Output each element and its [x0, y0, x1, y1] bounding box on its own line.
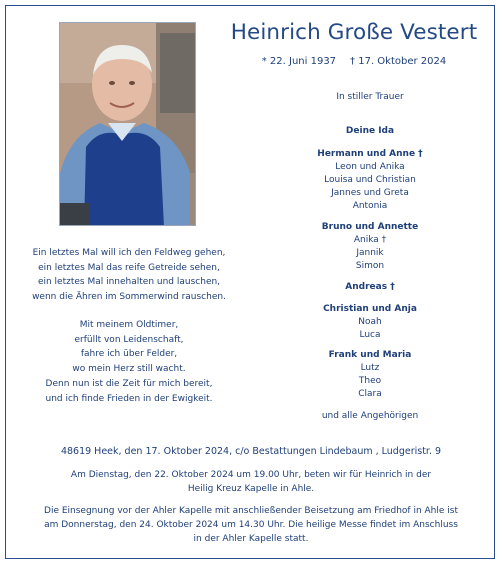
family-group [270, 148, 470, 213]
family-member: Jannes und Greta [331, 188, 409, 198]
poem-line: erfüllt von Leidenschaft, [74, 334, 184, 345]
family-group [270, 303, 470, 342]
poem-line: ein letztes Mal das reife Getreide sehen, [38, 262, 220, 273]
death-date: † 17. Oktober 2024 [350, 56, 447, 67]
family-member: Leon und Anika [335, 162, 405, 172]
family-head: Christian und Anja [323, 304, 417, 314]
service-line: in der Ahler Kapelle statt. [193, 534, 309, 544]
relatives-line: und alle Angehörigen [321, 411, 419, 421]
family-member: Clara [358, 389, 382, 399]
birth-date: * 22. Juni 1937 [261, 56, 337, 67]
poem-line: fahre ich über Felder, [80, 349, 178, 360]
poem-line: und ich finde Frieden in der Ewigkeit. [45, 393, 213, 404]
poem-line: Mit meinem Oldtimer, [79, 320, 179, 330]
deceased-name: Heinrich Große Vestert [230, 20, 478, 45]
family-head: Deine Ida [345, 126, 395, 136]
family-group [270, 221, 470, 273]
service-line: Die Einsegnung vor der Ahler Kapelle mit anschließender Beisetzung am Friedhof in Ahle ist [44, 506, 458, 516]
family-member: Simon [355, 261, 385, 271]
mourning-line: In stiller Trauer [336, 92, 404, 102]
family-head: Andreas † [345, 282, 395, 292]
family-member: Jannik [356, 248, 384, 258]
poem-line: Denn nun ist die Zeit für mich bereit, [45, 378, 213, 389]
prayer-line: Heilig Kreuz Kapelle in Ahle. [187, 484, 315, 494]
family-member: Louisa und Christian [324, 175, 416, 185]
poem-stanza [18, 246, 240, 305]
poem-stanza [18, 318, 240, 406]
family-head: Frank und Maria [328, 350, 412, 360]
address-line: 48619 Heek, den 17. Oktober 2024, c/o Bestattungen Lindebaum , Ludgeristr. 9 [60, 446, 442, 457]
service-line: am Donnerstag, den 24. Oktober 2024 um 14.30 Uhr. Die heilige Messe findet im Anschluss [44, 520, 458, 530]
prayer-notice [10, 468, 492, 496]
family-member: Theo [358, 376, 382, 386]
poem-line: wo mein Herz still wacht. [72, 364, 186, 375]
family-member: Lutz [360, 363, 380, 373]
family-member: Noah [358, 317, 382, 327]
family-head: Bruno und Annette [321, 222, 419, 232]
family-member: Antonia [352, 201, 388, 211]
life-dates [212, 56, 496, 67]
family-head: Hermann und Anne † [317, 149, 423, 159]
portrait-photo [59, 22, 196, 226]
family-group [270, 349, 470, 401]
prayer-line: Am Dienstag, den 22. Oktober 2024 um 19.00 Uhr, beten wir für Heinrich in der [70, 470, 432, 480]
service-notice [10, 504, 492, 546]
family-member: Luca [359, 330, 381, 340]
poem-line: ein letztes Mal innehalten und lauschen, [37, 277, 221, 288]
family-member: Anika † [353, 235, 387, 245]
poem-line: wenn die Ähren im Sommerwind rauschen. [32, 292, 226, 303]
poem-line: Ein letztes Mal will ich den Feldweg gehen, [32, 248, 226, 258]
